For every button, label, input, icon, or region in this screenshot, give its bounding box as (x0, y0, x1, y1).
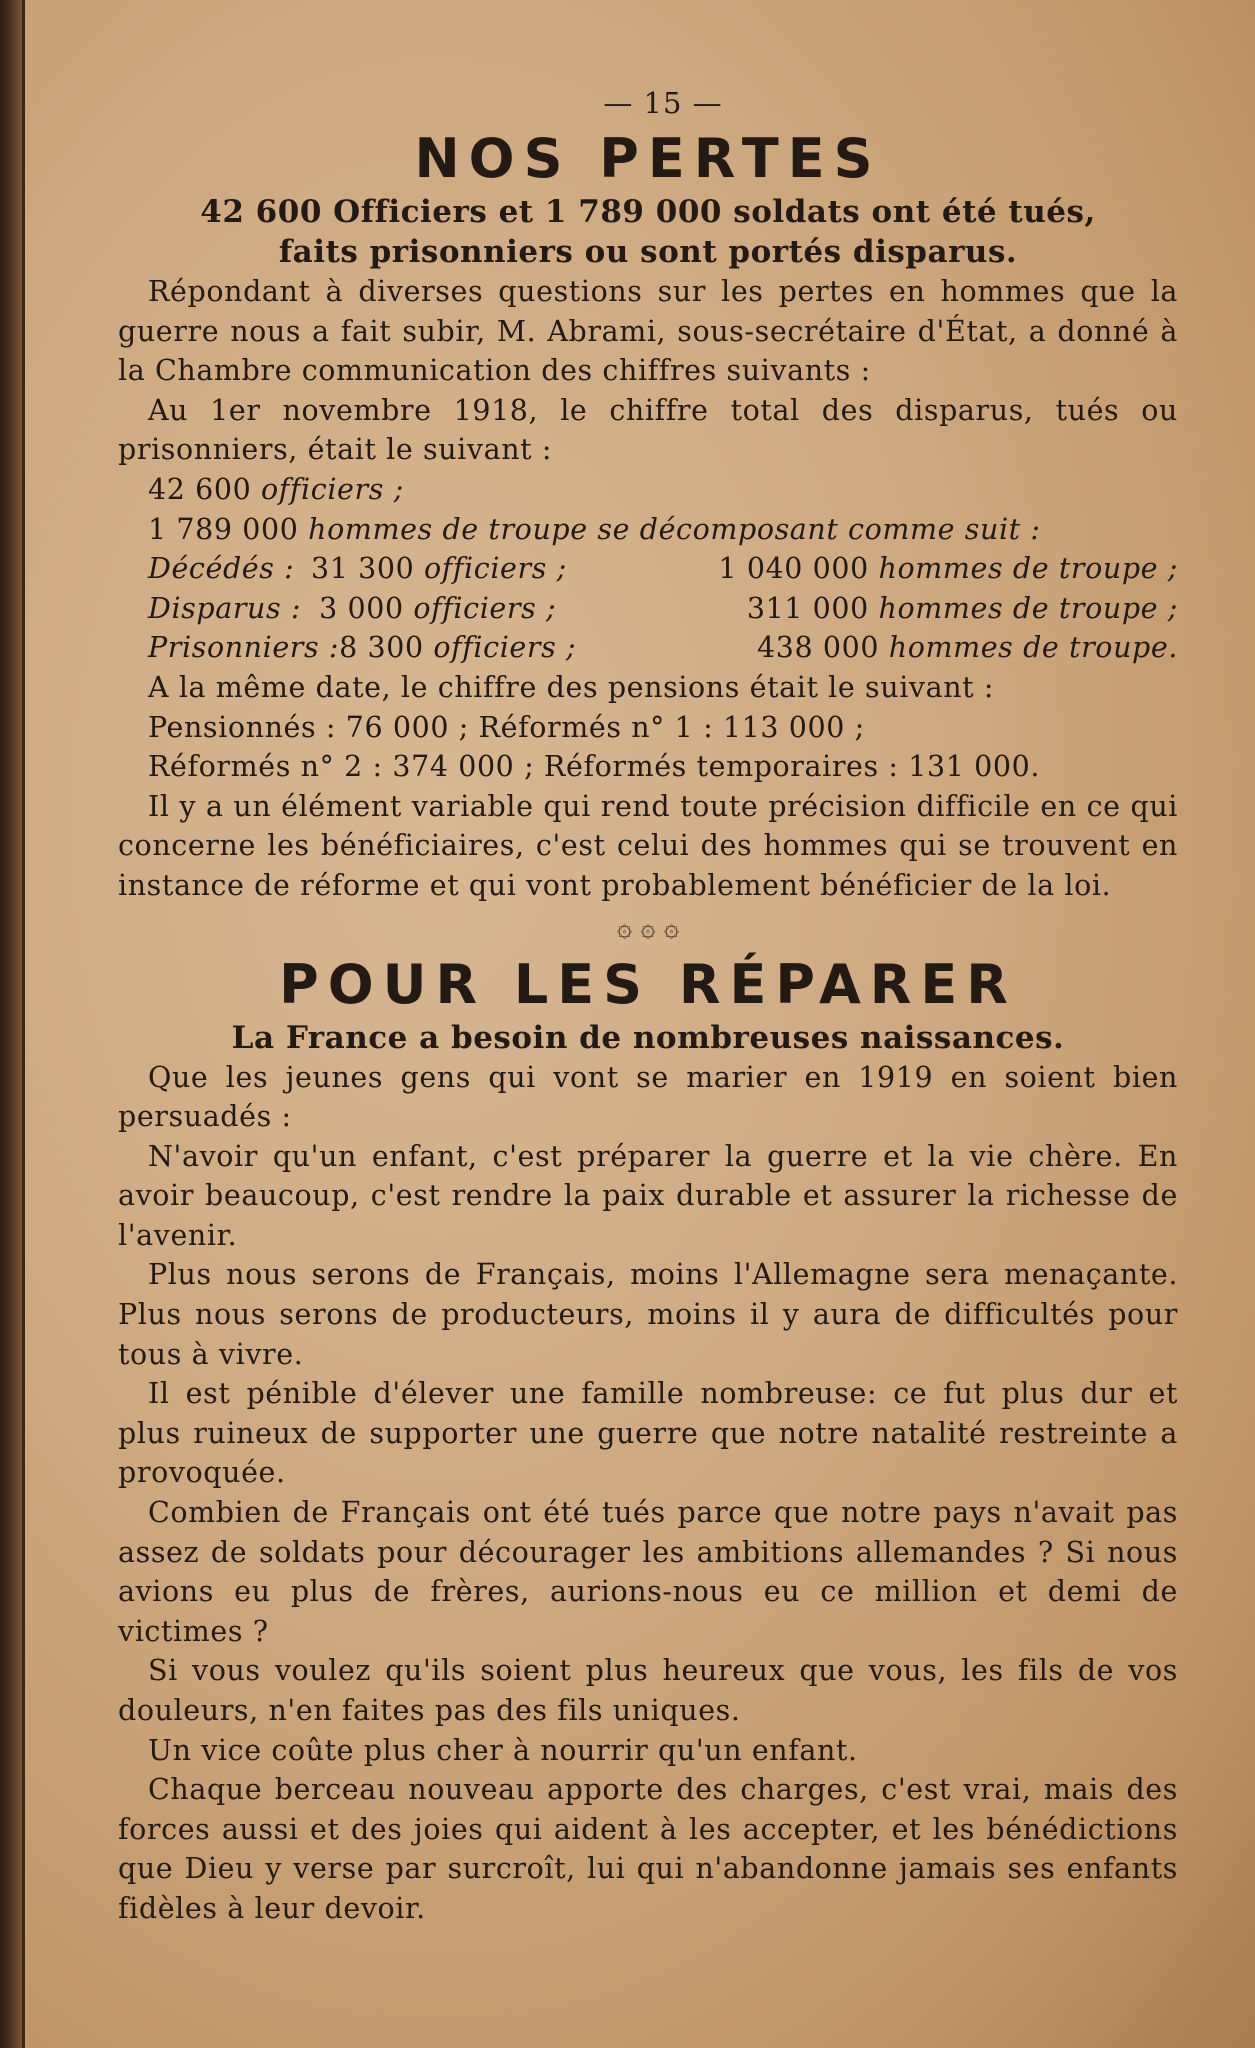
officers-total-line (118, 470, 1178, 510)
breakdown-row (118, 628, 1178, 668)
breakdown-officers: 31 300 officiers ; (310, 552, 567, 586)
ornament-separator: ۞ ۞ ۞ (616, 912, 680, 943)
paragraph: Il est pénible d'élever une famille nombreuse: ce fut plus dur et plus ruineux de supporter une guerre que notre natalité restreinte a provoquée. (118, 1377, 1178, 1490)
section-subtitle-line2: faits prisonniers ou sont portés disparus. (278, 234, 1018, 270)
paragraph: Un vice coûte plus cher à nourrir qu'un enfant. (148, 1733, 858, 1767)
paragraph-pensions: A la même date, le chiffre des pensions était le suivant : (148, 670, 995, 704)
page-content (118, 82, 1178, 1929)
book-spine (0, 0, 22, 2048)
section2-subtitle: La France a besoin de nombreuses naissances. (231, 1019, 1065, 1056)
paragraph: Combien de Français ont été tués parce que notre pays n'avait pas assez de soldats pour décourager les ambitions allemandes ? Si nous avions eu plus de frères, aurions-nous eu ce million et demi de victimes ? (118, 1496, 1178, 1648)
troops-total-label: hommes de troupe se décomposant comme suit : (308, 512, 1041, 546)
paragraph-variable: Il y a un élément variable qui rend toute précision difficile en ce qui concerne les bénéficiaires, c'est celui des hommes qui se trouvent en instance de réforme et qui vont probablement bénéficier de la loi. (118, 789, 1178, 902)
troops-total-line (118, 510, 1178, 550)
breakdown-label: Prisonniers : (148, 631, 340, 665)
paragraph-total: Au 1er novembre 1918, le chiffre total des disparus, tués ou prisonniers, était le suivant : (118, 393, 1178, 467)
officers-total-label: officiers ; (261, 472, 404, 506)
section-subtitle-line1: 42 600 Officiers et 1 789 000 soldats ont été tués, (200, 194, 1096, 230)
page-number: — 15 — (603, 86, 723, 120)
officers-total-value: 42 600 (148, 472, 252, 506)
breakdown-troops: 1 040 000 hommes de troupe ; (718, 552, 1178, 586)
section-title-pour-les-reparer: POUR LES RÉPARER (279, 952, 1017, 1016)
paragraph: N'avoir qu'un enfant, c'est préparer la guerre et la vie chère. En avoir beaucoup, c'est rendre la paix durable et assurer la richesse de l'avenir. (118, 1139, 1178, 1252)
breakdown-troops: 438 000 hommes de troupe. (757, 631, 1178, 665)
paragraph: Plus nous serons de Français, moins l'Allemagne sera menaçante. Plus nous serons de producteurs, moins il y aura de difficultés pour tous à vivre. (118, 1258, 1178, 1371)
pensions-line-2: Réformés n° 2 : 374 000 ; Réformés temporaires : 131 000. (148, 750, 1040, 784)
paragraph: Que les jeunes gens qui vont se marier en 1919 en soient bien persuadés : (118, 1060, 1178, 1134)
troops-total-value: 1 789 000 (148, 512, 299, 546)
spine-edge (22, 0, 25, 2048)
breakdown-row (118, 549, 1178, 589)
paragraph: Chaque berceau nouveau apporte des charges, c'est vrai, mais des forces aussi et des joies qui aident à les accepter, et les bénédictions que Dieu y verse par surcroît, lui qui n'abandonne jamais ses enfants fidèles à leur devoir. (118, 1773, 1178, 1925)
breakdown-label: Disparus : (148, 591, 302, 625)
pensions-line-1: Pensionnés : 76 000 ; Réformés n° 1 : 113 000 ; (148, 710, 865, 744)
breakdown-label: Décédés : (148, 552, 295, 586)
breakdown-officers: 8 300 officiers ; (339, 631, 577, 665)
breakdown-officers: 3 000 officiers ; (319, 591, 557, 625)
paragraph: Si vous voulez qu'ils soient plus heureux que vous, les fils de vos douleurs, n'en faites pas des fils uniques. (118, 1654, 1178, 1727)
breakdown-row (118, 589, 1178, 629)
paragraph-intro: Répondant à diverses questions sur les pertes en hommes que la guerre nous a fait subir, M. Abrami, sous-secrétaire d'État, a donné à la Chambre communication des chiffres suivants : (118, 275, 1178, 388)
section-title-nos-pertes: NOS PERTES (414, 127, 882, 190)
breakdown-troops: 311 000 hommes de troupe ; (746, 591, 1178, 625)
